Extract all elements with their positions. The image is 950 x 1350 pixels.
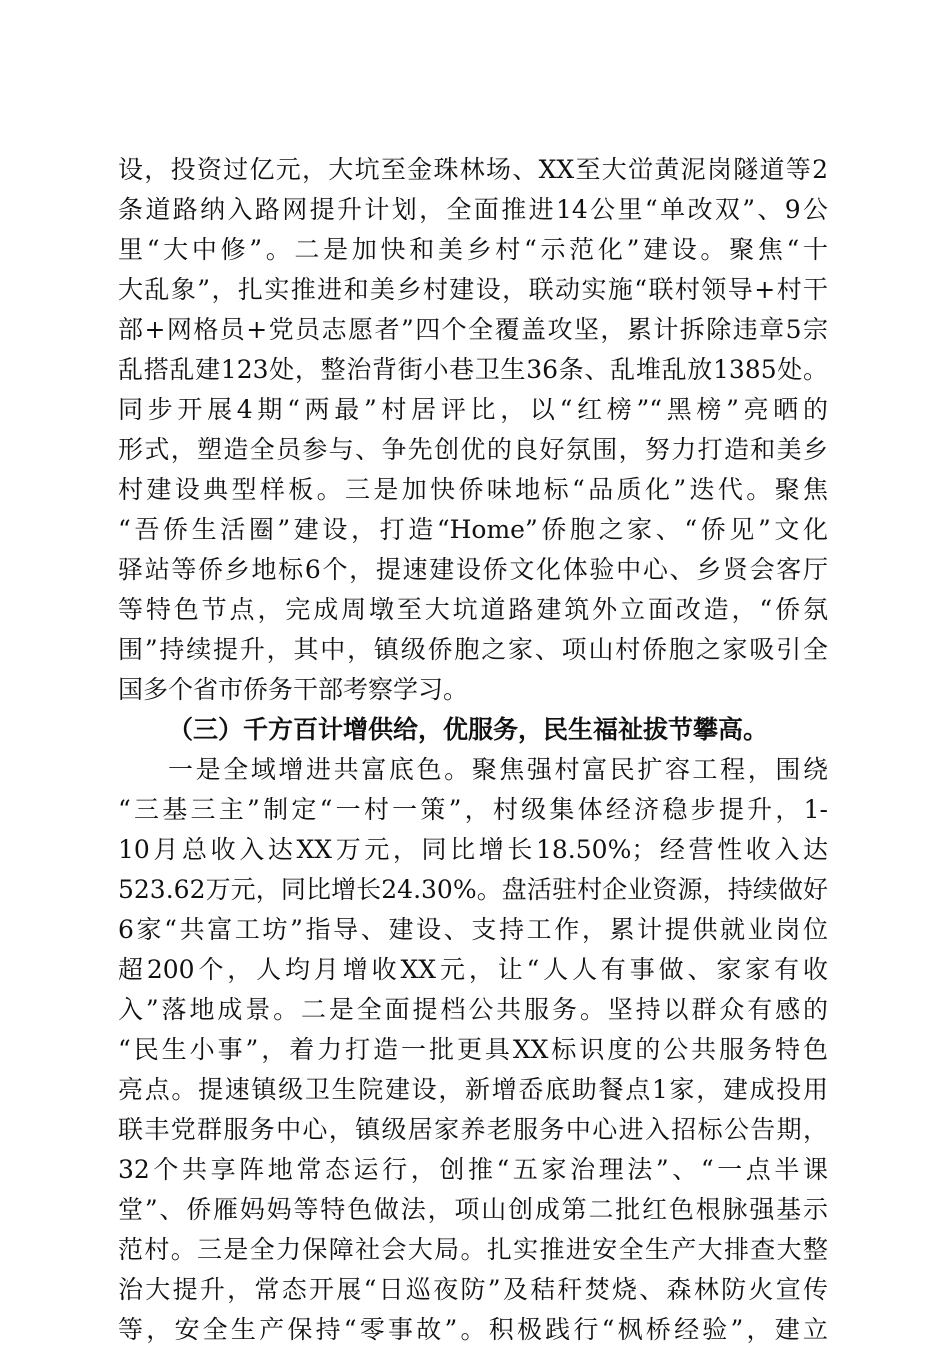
text-line: 32个共享阵地常态运行，创推“五家治理法”、“一点半课 bbox=[118, 1155, 828, 1184]
text-line: “吾侨生活圈”建设，打造“Home”侨胞之家、“侨见”文化 bbox=[118, 515, 828, 544]
text-line: 入”落地成景。二是全面提档公共服务。坚持以群众有感的 bbox=[118, 995, 828, 1024]
text-line: 等特色节点，完成周墩至大坑道路建筑外立面改造，“侨氛 bbox=[118, 595, 828, 624]
text-line: 乱搭乱建123处，整治背街小巷卫生36条、乱堆乱放1385处。 bbox=[118, 355, 828, 384]
text-line: 形式，塑造全员参与、争先创优的良好氛围，努力打造和美乡 bbox=[118, 435, 828, 464]
text-line: 大乱象”，扎实推进和美乡村建设，联动实施“联村领导+村干 bbox=[118, 275, 828, 304]
text-line: 6家“共富工坊”指导、建设、支持工作，累计提供就业岗位 bbox=[118, 915, 828, 944]
text-line: 一是全域增进共富底色。聚焦强村富民扩容工程，围绕 bbox=[168, 755, 828, 784]
text-line: 10月总收入达XX万元，同比增长18.50%；经营性收入达 bbox=[118, 835, 828, 864]
text-line: 里“大中修”。二是加快和美乡村“示范化”建设。聚焦“十 bbox=[118, 235, 828, 264]
text-line: 堂”、侨雁妈妈等特色做法，项山创成第二批红色根脉强基示 bbox=[118, 1195, 828, 1224]
text-line: 治大提升，常态开展“日巡夜防”及秸秆焚烧、森林防火宣传 bbox=[118, 1275, 828, 1304]
text-line: 联丰党群服务中心，镇级居家养老服务中心进入招标公告期， bbox=[118, 1115, 828, 1144]
section-heading: （三）千方百计增供给，优服务，民生福祉拔节攀高。 bbox=[168, 715, 769, 744]
text-line: 村建设典型样板。三是加快侨味地标“品质化”迭代。聚焦 bbox=[118, 475, 828, 504]
text-line: 部+网格员+党员志愿者”四个全覆盖攻坚，累计拆除违章5宗 bbox=[118, 315, 828, 344]
text-line: 条道路纳入路网提升计划，全面推进14公里“单改双”、9公 bbox=[118, 195, 828, 224]
text-line: 驿站等侨乡地标6个，提速建设侨文化体验中心、乡贤会客厅 bbox=[118, 555, 828, 584]
text-line: “民生小事”，着力打造一批更具XX标识度的公共服务特色 bbox=[118, 1035, 828, 1064]
text-line: 范村。三是全力保障社会大局。扎实推进安全生产大排查大整 bbox=[118, 1235, 828, 1264]
text-line: 等，安全生产保持“零事故”。积极践行“枫桥经验”，建立 bbox=[118, 1315, 828, 1344]
text-line: 国多个省市侨务干部考察学习。 bbox=[118, 675, 469, 704]
text-line: 亮点。提速镇级卫生院建设，新增岙底助餐点1家，建成投用 bbox=[118, 1075, 828, 1104]
text-line: 同步开展4期“两最”村居评比，以“红榜”“黑榜”亮晒的 bbox=[118, 395, 828, 424]
text-line: 超200个，人均月增收XX元，让“人人有事做、家家有收 bbox=[118, 955, 828, 984]
text-line: 设，投资过亿元，大坑至金珠林场、XX至大峃黄泥岗隧道等2 bbox=[118, 155, 828, 184]
text-line: “三基三主”制定“一村一策”，村级集体经济稳步提升，1- bbox=[118, 795, 828, 824]
text-line: 围”持续提升，其中，镇级侨胞之家、项山村侨胞之家吸引全 bbox=[118, 635, 828, 664]
text-line: 523.62万元，同比增长24.30%。盘活驻村企业资源，持续做好 bbox=[118, 875, 828, 904]
